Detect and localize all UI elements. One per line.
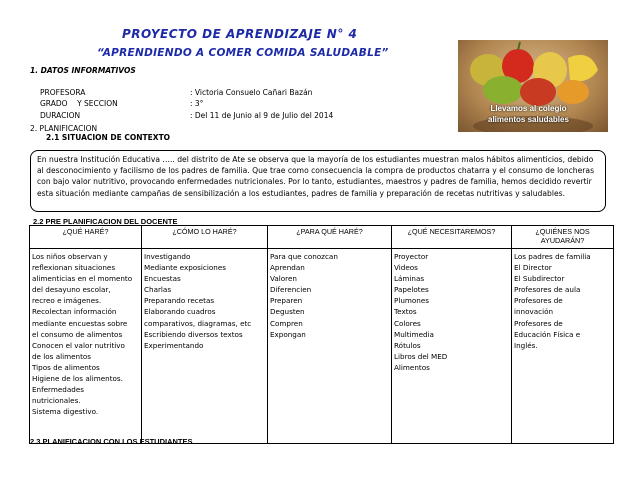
list-item: Profesores de: [514, 296, 563, 306]
planning-table: [29, 225, 614, 444]
cell-para-que: [268, 249, 392, 444]
info-value: : Victoria Consuelo Cañari Bazán: [190, 88, 313, 97]
project-subtitle: “APRENDIENDO A COMER COMIDA SALUDABLE”: [97, 47, 389, 59]
list-item: comparativos, diagramas, etc: [144, 318, 252, 328]
info-row-grado: [40, 99, 203, 108]
list-item: nutricionales.: [32, 396, 81, 406]
image-caption: [488, 103, 569, 125]
info-value: : 3°: [190, 99, 204, 108]
list-item: Alimentos: [394, 362, 430, 372]
cell-que-hare: [30, 249, 142, 444]
list-item: Profesores de: [514, 318, 563, 328]
list-item: Proyector: [394, 252, 429, 261]
list-item: Los niños observan y: [32, 252, 108, 261]
list-item: Libros del MED: [394, 351, 448, 361]
list-item: Láminas: [394, 274, 425, 284]
section1-heading: 1. DATOS INFORMATIVOS: [30, 66, 136, 75]
header-como-hare: ¿CÓMO LO HARÉ?: [142, 226, 268, 249]
list-item: Videos: [394, 263, 418, 273]
list-item: Preparen: [270, 296, 303, 306]
list-item: Rótulos: [394, 340, 421, 350]
list-item: Textos: [394, 307, 417, 317]
section2-heading: 2. PLANIFICACION: [30, 124, 98, 133]
project-title: PROYECTO DE APRENDIZAJE N° 4: [122, 27, 358, 41]
list-item: Educación Física e: [514, 329, 581, 339]
list-item: Papelotes: [394, 285, 429, 295]
section21-heading: 2.1 SITUACION DE CONTEXTO: [46, 133, 171, 142]
list-item: alimenticias en el momento: [32, 274, 133, 284]
list-item: Expongan: [270, 329, 306, 339]
list-item: del desayuno escolar,: [32, 285, 111, 295]
list-item: Conocen el valor nutritivo: [32, 340, 125, 350]
section23-heading: 2.3 PLANIFICACION CON LOS ESTUDIANTES: [30, 437, 193, 446]
list-item: Escribiendo diversos textos: [144, 329, 243, 339]
list-item: Elaborando cuadros: [144, 307, 216, 317]
list-item: Colores: [394, 318, 421, 328]
list-item: El Subdirector: [514, 274, 565, 284]
info-value: : Del 11 de Junio al 9 de Julio del 2014: [190, 111, 334, 120]
list-item: Profesores de aula: [514, 285, 581, 295]
info-label: PROFESORA: [40, 88, 86, 97]
header-que-necesitaremos: ¿QUÉ NECESITAREMOS?: [392, 226, 512, 249]
section22-heading: 2.2 PRE PLANIFICACION DEL DOCENTE: [33, 217, 178, 226]
list-item: Aprendan: [270, 263, 305, 273]
list-item: Charlas: [144, 285, 172, 295]
list-item: Degusten: [270, 307, 305, 317]
list-item: Enfermedades: [32, 385, 84, 395]
list-item: Los padres de familia: [514, 252, 591, 261]
list-item: Para que conozcan: [270, 252, 338, 261]
list-item: reflexionan situaciones: [32, 263, 116, 273]
list-item: Tipos de alimentos: [32, 362, 100, 372]
header-quienes-ayudaran: ¿QUIÉNES NOS AYUDARÁN?: [512, 226, 614, 249]
list-item: Compren: [270, 318, 303, 328]
table-header-row: [30, 226, 614, 249]
list-item: recreo e imágenes.: [32, 296, 102, 306]
list-item: Experimentando: [144, 340, 204, 350]
list-item: Encuestas: [144, 274, 181, 284]
list-item: Recolectan información: [32, 307, 117, 317]
list-item: Diferencien: [270, 285, 312, 295]
list-item: El Director: [514, 263, 552, 273]
image-caption-line1: Llevamos al colegio: [490, 104, 567, 113]
cell-que-necesitaremos: [392, 249, 512, 444]
list-item: mediante encuestas sobre: [32, 318, 128, 328]
list-item: Plumones: [394, 296, 430, 306]
list-item: innovación: [514, 307, 554, 317]
list-item: Sistema digestivo.: [32, 407, 99, 417]
table-row: [30, 249, 614, 444]
list-item: Preparando recetas: [144, 296, 215, 306]
info-row-duracion: [40, 111, 333, 120]
info-label: GRADO Y SECCION: [40, 99, 118, 108]
list-item: Investigando: [144, 252, 191, 261]
cell-como-hare: [142, 249, 268, 444]
header-que-hare: ¿QUÉ HARÉ?: [30, 226, 142, 249]
context-box: En nuestra Institución Educativa ….. del distrito de Ate se observa que la mayoría de los estudiantes muestran malos hábitos alimenticios, debido al desconocimiento y facilismo de los padres de familia. Que trae como consecuencia la compra de productos chatarra y el consumo de loncheras con bajo valor nutritivo, provocando enfermedades nutricionales. Por lo tanto, estudiantes, maestros y padres de familia, hemos decidido revertir esta situación mediante campañas de sensibilización a los estudiantes, padres de familia y preparación de recetas nutritivas y saludables.: [30, 150, 606, 212]
info-row-profesora: [40, 88, 312, 97]
list-item: el consumo de alimentos: [32, 329, 123, 339]
list-item: Inglés.: [514, 340, 538, 350]
list-item: de los alimentos: [32, 351, 92, 361]
info-label: DURACION: [40, 111, 81, 120]
list-item: Valoren: [270, 274, 297, 284]
cell-quienes-ayudaran: [512, 249, 614, 444]
header-para-que: ¿PARA QUÉ HARÉ?: [268, 226, 392, 249]
healthy-food-image: [458, 40, 608, 132]
list-item: Mediante exposiciones: [144, 263, 226, 273]
list-item: Multimedia: [394, 329, 434, 339]
image-caption-line2: alimentos saludables: [488, 115, 569, 124]
list-item: Higiene de los alimentos.: [32, 374, 123, 384]
